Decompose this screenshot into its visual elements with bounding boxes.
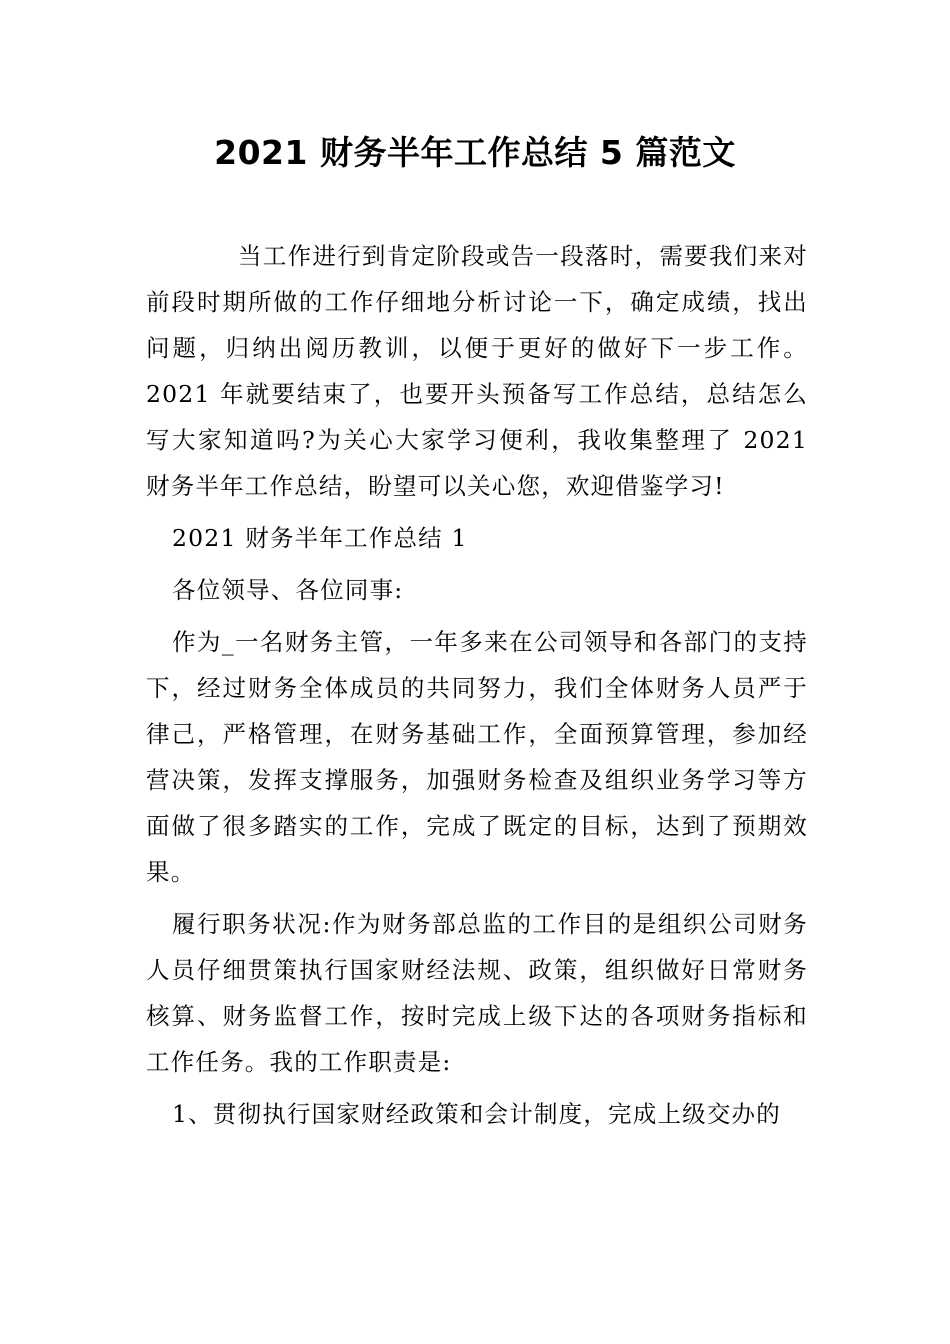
body-paragraph: 履行职务状况:作为财务部总监的工作目的是组织公司财务人员仔细贯策执行国家财经法规、政策，组织做好日常财务核算、财务监督工作，按时完成上级下达的各项财务指标和工作任务。我的工作职责是: [146,910,808,1076]
salutation: 各位领导、各位同事: [172,576,404,604]
intro-paragraph: 当工作进行到肯定阶段或告一段落时，需要我们来对前段时期所做的工作仔细地分析讨论一下，确定成绩，找出问题，归纳出阅历教训，以便于更好的做好下一步工作。2021 年就要结束了，也要开头预备写工作总结，总结怎么写大家知道吗?为关心大家学习便利，我收集整理了 2021 财务半年工作总结，盼望可以关心您，欢迎借鉴学习! [146,242,808,500]
body-paragraph: 1、贯彻执行国家财经政策和会计制度，完成上级交办的 [172,1100,781,1128]
document-title: 2021 财务半年工作总结 5 篇范文 [214,133,736,172]
section-heading: 2021 财务半年工作总结 1 [172,524,468,552]
body-paragraph: 作为_一名财务主管，一年多来在公司领导和各部门的支持下，经过财务全体成员的共同努力，我们全体财务人员严于律己，严格管理，在财务基础工作，全面预算管理，参加经营决策，发挥支撑服务，加强财务检查及组织业务学习等方面做了很多踏实的工作，完成了既定的目标，达到了预期效果。 [146,628,808,886]
document-body [146,233,808,1143]
